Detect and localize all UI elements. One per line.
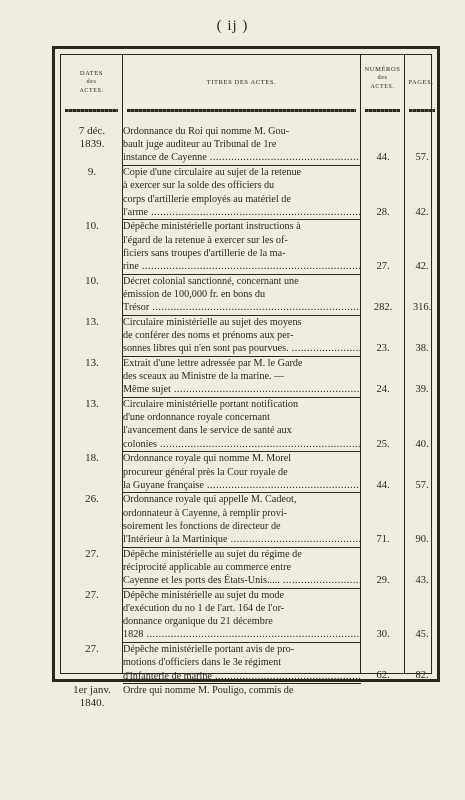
entry-date-line: 1839. (79, 138, 105, 150)
page-folio: ( ij ) (216, 18, 249, 34)
entry-date (65, 452, 119, 465)
entry-title-line: bault juge auditeur au Tribunal de 1re (123, 139, 277, 151)
entry-title-line: Même sujet ..... (123, 383, 361, 396)
header-numeros-line1: NUMÉROS (364, 66, 401, 73)
entry-title (123, 684, 361, 697)
entry-page: 42. (415, 206, 429, 218)
entry-title (123, 548, 361, 588)
entry-title-line: Trésor ..... (123, 301, 361, 314)
entry-title-line: Circulaire ministérielle au sujet des moyens (123, 316, 302, 328)
header-titres (123, 78, 360, 87)
entry-date-line: 10. (85, 220, 99, 233)
entry-title-line: des sceaux au Ministre de la marine. — (123, 371, 285, 383)
entry-date-line: 18. (85, 452, 99, 465)
entry-date (65, 643, 119, 656)
entry-date-line: 13. (85, 398, 99, 410)
entry-date (65, 589, 119, 602)
entry-date (65, 220, 119, 233)
entry-title-line: Ordonnance du Roi qui nomme M. Gou- (123, 126, 290, 137)
entry-title-line: ficiers sans troupes d'artillerie de la ma- (123, 247, 286, 259)
entry-date (65, 398, 119, 411)
entry-title (123, 452, 361, 492)
entry-title-line: Ordonnance royale qui appelle M. Cadeot, (123, 494, 297, 506)
header-bar-numeros (365, 109, 400, 112)
table-frame (52, 46, 440, 710)
entry-title-line: l'arme ..... (123, 206, 361, 219)
entry-title (123, 166, 361, 219)
entry-page: 90. (415, 533, 429, 545)
entry-date-line: 13. (85, 356, 99, 369)
header-dates-line3: ACTES. (79, 88, 104, 94)
header-numeros (361, 65, 404, 92)
table-inner-frame (60, 54, 434, 710)
entry-page: 45. (415, 629, 429, 641)
entry-title-line: l'égard de la retenue à exercer sur les of- (123, 234, 288, 246)
entry-title (123, 316, 361, 356)
header-bar-pages (409, 109, 435, 112)
entry-title-line: la Guyane française ..... (123, 479, 361, 492)
entry-title (123, 643, 361, 683)
entry-title-line: corps d'artillerie employés au matériel de (123, 193, 291, 205)
entry-title-line: l'avancement dans le service de santé aux (123, 425, 292, 437)
entry-date (65, 548, 119, 561)
entry-title-line: Cayenne et les ports des États-Unis..... ..... (123, 574, 361, 587)
entry-numero: 44. (376, 479, 390, 491)
entry-title-line: Ordre qui nomme M. Pouligo, commis de (123, 685, 294, 697)
entry-numero: 28. (376, 206, 390, 218)
entry-title-line: Dépêche ministérielle au sujet du mode (123, 589, 284, 601)
entry-title-line: rine ..... (123, 260, 361, 273)
entry-title-line: Extrait d'une lettre adressée par M. le Garde (123, 357, 303, 369)
entry-numero: 23. (376, 343, 390, 355)
header-bar-titres (127, 109, 356, 112)
entry-numero: 44. (376, 152, 390, 164)
header-bar-dates (65, 109, 118, 112)
header-dates-line1: DATES (79, 70, 104, 77)
entry-date (65, 493, 119, 506)
entry-numero: 71. (376, 533, 390, 545)
entry-title-line: colonies ..... (123, 438, 361, 451)
entry-title-line: d'infanterie de marine ..... (123, 670, 361, 683)
entry-title-line: émission de 100,000 fr. en bons du (123, 288, 266, 300)
entry-date (65, 357, 119, 370)
entry-title-line: l'Intérieur à la Martinique ..... (123, 533, 361, 546)
entry-title-line: Circulaire ministérielle portant notification (123, 399, 299, 410)
header-numeros-line2: des (377, 75, 388, 81)
entry-title (123, 493, 361, 546)
entry-title-line: réciprocité applicable au commerce entre (123, 561, 291, 573)
entry-numero: 29. (376, 575, 390, 587)
entry-title-line: procureur général près la Cour royale de (123, 466, 288, 478)
entry-title-line: sonnes libres qui n'en sont pas pourvues. ..... (123, 342, 361, 355)
entry-numero: 25. (376, 438, 390, 450)
entry-title (123, 125, 361, 165)
entry-date-line: 1er janv. (73, 684, 111, 697)
entry-title-line: soirement les fonctions de directeur de (123, 520, 281, 532)
entry-title-line: motions d'officiers dans le 3e régiment (123, 657, 282, 669)
entry-date (65, 316, 119, 329)
entry-page: 57. (415, 479, 429, 491)
header-pages (405, 78, 437, 87)
header-numeros-line3: ACTES. (370, 84, 395, 90)
entry-title (123, 220, 361, 273)
entry-date-line: 7 déc. (78, 125, 106, 137)
entry-date-line: 13. (85, 315, 99, 328)
entry-title-line: à exercer sur la solde des officiers du (123, 180, 275, 192)
entry-title (123, 398, 361, 451)
entry-date-line: 27. (85, 588, 99, 601)
entry-date-line: 9. (87, 166, 97, 179)
entry-page: 43. (415, 575, 429, 587)
header-dates (61, 69, 122, 96)
entry-title (123, 357, 361, 397)
entry-title-line: ordonnateur à Cayenne, à remplir provi- (123, 507, 288, 519)
entry-title-line: Dépêche ministérielle au sujet du régime de (123, 548, 302, 560)
entry-numero: 27. (376, 260, 390, 272)
entry-page: 42. (415, 260, 429, 272)
header-pages-text: PAGES. (408, 79, 434, 86)
entry-title-line: Décret colonial sanctionné, concernant une (123, 275, 299, 287)
entry-numero: 282. (373, 302, 393, 314)
entry-title-line: Ordonnance royale qui nomme M. Morel (123, 453, 292, 465)
entry-title-line: donnance organique du 21 décembre (123, 616, 273, 628)
entry-page: 82. (415, 670, 429, 682)
entry-title (123, 275, 361, 315)
entry-date (65, 166, 119, 179)
entry-title-line: Dépêche ministérielle portant instructions à (123, 221, 301, 233)
entry-date-line: 27. (85, 643, 99, 656)
entry-numero: 30. (376, 629, 390, 641)
entry-title (123, 589, 361, 642)
header-titres-text: TITRES DES ACTES. (206, 79, 277, 86)
entry-date-line: 26. (85, 493, 99, 506)
entry-page: 40. (415, 438, 429, 450)
entry-numero: 62. (376, 670, 390, 682)
entry-page: 39. (415, 384, 429, 396)
entry-numero: 24. (376, 384, 390, 396)
entry-date-line: 1840. (79, 697, 105, 710)
entry-date-line: 10. (85, 274, 99, 287)
entry-title-line: instance de Cayenne ..... (123, 151, 361, 164)
entry-page: 38. (415, 343, 429, 355)
entry-title-line: Copie d'une circulaire au sujet de la retenue (123, 167, 302, 179)
entry-date (65, 684, 119, 710)
entry-title-line: 1828 ..... (123, 628, 361, 641)
entry-title-line: d'exécution du no 1 de l'art. 164 de l'or- (123, 603, 285, 614)
header-dates-line2: des (86, 79, 97, 85)
entry-date (65, 275, 119, 288)
entry-page: 57. (415, 152, 429, 164)
entry-page: 316. (412, 302, 432, 314)
entry-title-line: de conférer des noms et prénoms aux per- (123, 330, 294, 341)
entry-date-line: 27. (85, 547, 99, 560)
entry-date (65, 125, 119, 151)
entry-title-line: d'une ordonnance royale concernant (123, 412, 270, 424)
entry-title-line: Dépêche ministérielle portant avis de pro- (123, 644, 295, 656)
